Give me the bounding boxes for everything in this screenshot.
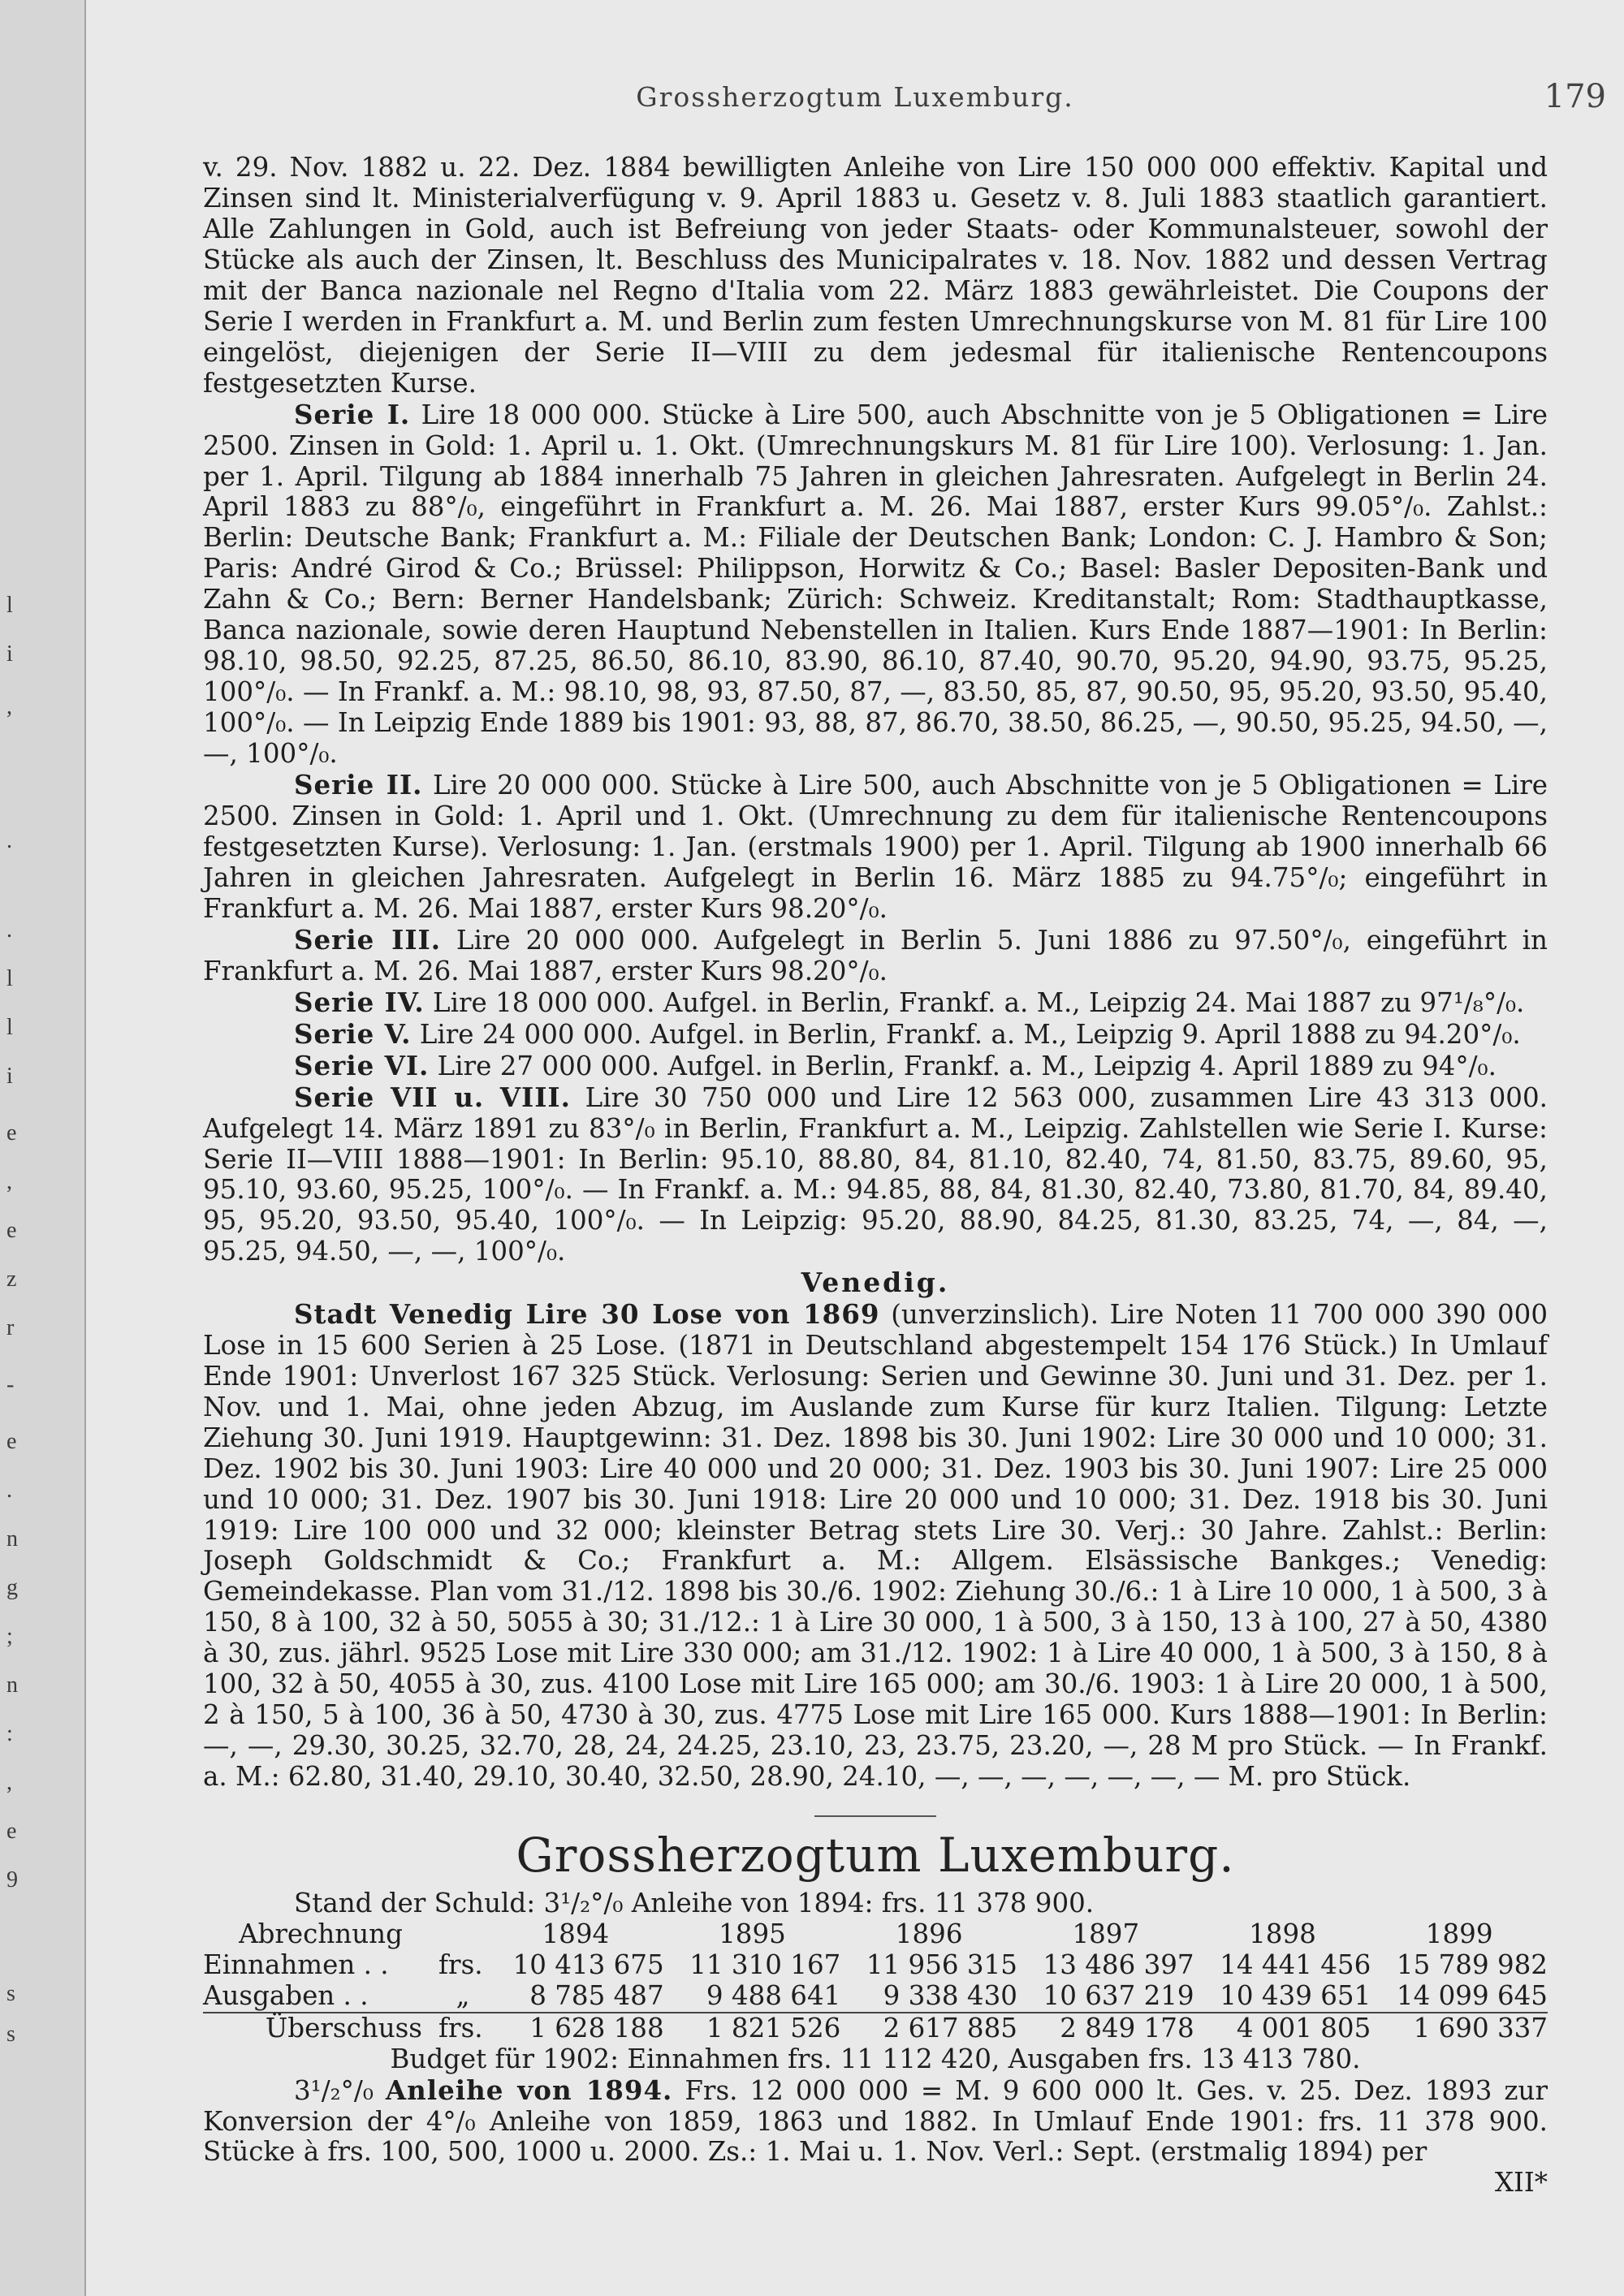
gutter-mark: n [6, 1672, 18, 1698]
gutter-mark: 9 [6, 1867, 18, 1892]
serie-1-label: Serie I. [294, 398, 411, 430]
table-header-year: 1897 [1072, 1918, 1140, 1949]
gutter-mark: , [6, 1169, 12, 1194]
paragraph-venedig [203, 1299, 1548, 1793]
running-title: Grossherzogtum Luxemburg. [636, 81, 1074, 113]
paragraph-serie-5 [203, 1019, 1548, 1051]
paragraph-serie-7 [203, 1082, 1548, 1268]
table-header-label: Abrechnung [239, 1918, 403, 1949]
table-cell: 1 690 337 [1371, 2013, 1548, 2044]
table-header-year: 1894 [542, 1918, 610, 1949]
row-label: Ausgaben . . [203, 1979, 369, 2011]
table-cell: 10 637 219 [1043, 1979, 1194, 2011]
gutter-mark: e [6, 1819, 17, 1844]
serie-6-text: Lire 27 000 000. Aufgel. in Berlin, Frankf. a. M., Leipzig 4. April 1889 zu 94°/₀. [429, 1050, 1497, 1081]
table-cell: 15 789 982 [1396, 1949, 1548, 1980]
paragraph-serie-2 [203, 770, 1548, 925]
gutter-mark: l [6, 1015, 13, 1040]
table-row [203, 1950, 1548, 1981]
serie-4-text: Lire 18 000 000. Aufgel. in Berlin, Frankf. a. M., Leipzig 24. Mai 1887 zu 97¹/₈°/₀. [424, 986, 1525, 1018]
gutter-mark: n [6, 1526, 18, 1552]
serie-5-label: Serie V. [294, 1017, 412, 1050]
table-cell: 4 001 805 [1194, 2013, 1371, 2044]
venedig-text: (unverzinslich). Lire Noten 11 700 000 390 000 Lose in 15 600 Serien à 25 Lose. (1871 in Deutschland abgestempelt 154 176 Stück.) In Umlauf Ende 1901: Unverlost 167 325 Stück. Verlosung: Serien und Gewinne 30. Juni und 31. Dez. per 1. Nov. und 1. Mai, ohne jeden Abzug, im Auslande zum Kurse für kurz Italien. Tilgung: Letzte Ziehung 30. Juni 1919. Hauptgewinn: 31. Dez. 1898 bis 30. Juni 1902: Lire 30 000 und 10 000; 31. Dez. 1902 bis 30. Juni 1903: Lire 40 000 und 20 000; 31. Dez. 1903 bis 30. Juni 1907: Lire 25 000 und 10 000; 31. Dez. 1907 bis 30. Juni 1918: Lire 20 000 und 10 000; 31. Dez. 1918 bis 30. Juni 1919: Lire 100 000 und 32 000; kleinster Betrag stets Lire 30. Verj.: 30 Jahre. Zahlst.: Berlin: Joseph Goldschmidt & Co.; Frankfurt a. M.: Allgem. Elsässische Bankges.; Venedig: Gemeindekasse. Plan vom 31./12. 1898 bis 30./6. 1902: Ziehung 30./6.: 1 à Lire 10 000, 1 à 500, 3 à 150, 8 à 100, 32 à 50, 5055 à 30; 31./12.: 1 à Lire 30 000, 1 à 500, 3 à 150, 13 à 100, 27 à 50, 4380 à 30, zus. jährl. 9525 Lose mit Lire 330 000; am 31./12. 1902: 1 à Lire 40 000, 1 à 500, 3 à 150, 8 à 100, 32 à 50, 4055 à 30, zus. 4100 Lose mit Lire 165 000; am 30./6. 1903: 1 à Lire 20 000, 1 à 500, 2 à 150, 5 à 100, 36 à 50, 4730 à 30, zus. 4775 Lose mit Lire 165 000. Kurs 1888—1901: In Berlin: —, —, 29.30, 30.25, 32.70, 28, 24, 24.25, 23.10, 23, 23.75, 23.20, —, 28 M pro Stück. — In Frankf. a. M.: 62.80, 31.40, 29.10, 30.40, 32.50, 28.90, 24.10, —, —, —, —, —, —, — M. pro Stück. [203, 1298, 1548, 1793]
row-label: Überschuss [203, 2013, 438, 2044]
serie-3-text: Lire 20 000 000. Aufgelegt in Berlin 5. Juni 1886 zu 97.50°/₀, eingeführt in Frankfurt a. M. 26. Mai 1887, erster Kurs 98.20°/₀. [203, 924, 1548, 986]
paragraph-anleihe-1894 [203, 2075, 1548, 2169]
table-cell: 14 099 645 [1396, 1979, 1548, 2011]
table-header-year: 1898 [1249, 1918, 1316, 1949]
table-cell: 9 338 430 [883, 1979, 1017, 2011]
table-cell: 1 628 188 [487, 2013, 664, 2044]
left-gutter [0, 0, 86, 2296]
table-cell: 10 413 675 [512, 1949, 664, 1980]
gutter-mark: i [6, 1064, 13, 1089]
gutter-mark: ; [6, 1624, 13, 1649]
table-cell: 2 617 885 [840, 2013, 1017, 2044]
page-body [203, 153, 1548, 2199]
table-header-row [203, 1919, 1548, 1950]
anleihe-rate: 3¹/₂°/₀ [294, 2074, 386, 2106]
gutter-mark: e [6, 1120, 17, 1146]
serie-2-label: Serie II. [294, 769, 423, 801]
gutter-mark: , [6, 1770, 12, 1795]
accounts-table [203, 1919, 1548, 2044]
row-unit: „ [456, 1979, 470, 2011]
signature-mark: XII* [1494, 2167, 1548, 2199]
table-cell: 13 486 397 [1043, 1949, 1194, 1980]
gutter-mark: l [6, 966, 13, 991]
gutter-mark: z [6, 1267, 17, 1292]
gutter-mark: r [6, 1315, 15, 1340]
budget-line: Budget für 1902: Einnahmen frs. 11 112 420, Ausgaben frs. 13 413 780. [390, 2043, 1361, 2074]
table-row [203, 1981, 1548, 2013]
gutter-mark: s [6, 2022, 15, 2047]
gutter-mark: : [6, 1721, 13, 1746]
table-cell: 2 849 178 [1017, 2013, 1194, 2044]
table-header-year: 1895 [719, 1918, 786, 1949]
table-cell: 8 785 487 [529, 1979, 664, 2011]
gutter-mark: , [6, 694, 12, 719]
gutter-mark: - [6, 1372, 15, 1397]
paragraph-serie-1 [203, 399, 1548, 770]
table-cell: 14 441 456 [1220, 1949, 1371, 1980]
serie-2-text: Lire 20 000 000. Stücke à Lire 500, auch Abschnitte von je 5 Obligationen = Lire 2500. Zinsen in Gold: 1. April und 1. Okt. (Umrechnung zu dem für italienische Rentencoupons festgesetzten Kurse). Verlosung: 1. Jan. (erstmals 1900) per 1. April. Tilgung ab 1900 innerhalb 66 Jahren in gleichen Jahresraten. Aufgelegt in Berlin 16. März 1885 zu 94.75°/₀; eingeführt in Frankfurt a. M. 26. Mai 1887, erster Kurs 98.20°/₀. [203, 770, 1548, 924]
serie-6-label: Serie VI. [294, 1049, 430, 1081]
table-cell: 11 956 315 [866, 1949, 1017, 1980]
page-header [86, 78, 1624, 130]
table-cell: 10 439 651 [1220, 1979, 1371, 2011]
book-page [86, 0, 1624, 2296]
serie-7-label: Serie VII u. VIII. [294, 1081, 571, 1113]
gutter-mark: . [6, 1478, 12, 1503]
chapter-title: Grossherzogtum Luxemburg. [516, 1828, 1235, 1884]
serie-1-text: Lire 18 000 000. Stücke à Lire 500, auch Abschnitte von je 5 Obligationen = Lire 2500. Zinsen in Gold: 1. April u. 1. Okt. (Umrechnungskurs M. 81 für Lire 100). Verlosung: 1. Jan. per 1. April. Tilgung ab 1884 innerhalb 75 Jahren in gleichen Jahresraten. Aufgelegt in Berlin 24. April 1883 zu 88°/₀, eingeführt in Frankfurt a. M. 26. Mai 1887, erster Kurs 99.05°/₀. Zahlst.: Berlin: Deutsche Bank; Frankfurt a. M.: Filiale der Deutschen Bank; London: C. J. Hambro & Son; Paris: André Girod & Co.; Brüssel: Philippson, Horwitz & Co.; Basel: Basler Depositen-Bank und Zahn & Co.; Bern: Berner Handelsbank; Zürich: Schweiz. Kreditanstalt; Rom: Stadthauptkasse, Banca nazionale, sowie deren Hauptund Nebenstellen in Italien. Kurs Ende 1887—1901: In Berlin: 98.10, 98.50, 92.25, 87.25, 86.50, 86.10, 83.90, 86.10, 87.40, 90.70, 95.20, 94.90, 93.75, 95.25, 100°/₀. — In Frankf. a. M.: 98.10, 98, 93, 87.50, 87, —, 83.50, 85, 87, 90.50, 95, 95.20, 93.50, 95.40, 100°/₀. — In Leipzig Ende 1889 bis 1901: 93, 88, 87, 86.70, 38.50, 86.25, —, 90.50, 95.25, 94.50, —, —, 100°/₀. [203, 399, 1548, 770]
serie-7-text: Lire 30 750 000 und Lire 12 563 000, zusammen Lire 43 313 000. Aufgelegt 14. März 1891 zu 83°/₀ in Berlin, Frankfurt a. M., Leipzig. Zahlstellen wie Serie I. Kurse: Serie II—VIII 1888—1901: In Berlin: 95.10, 88.80, 84, 81.10, 82.40, 74, 81.50, 83.75, 89.60, 95, 95.10, 93.60, 95.25, 100°/₀. — In Frankf. a. M.: 94.85, 88, 84, 81.30, 82.40, 73.80, 81.70, 84, 89.40, 95, 95.20, 93.50, 95.40, 100°/₀. — In Leipzig: 95.20, 88.90, 84.25, 81.30, 83.25, 74, —, 84, —, 95.25, 94.50, —, —, 100°/₀. [203, 1081, 1548, 1267]
gutter-mark: . [6, 828, 12, 853]
serie-4-label: Serie IV. [294, 986, 425, 1018]
anleihe-label: Anleihe von 1894. [385, 2074, 673, 2106]
table-cell: 1 821 526 [664, 2013, 841, 2044]
section-divider [814, 1815, 936, 1817]
paragraph-serie-3 [203, 925, 1548, 987]
row-unit: frs. [438, 1949, 483, 1980]
table-row-total [203, 2013, 1548, 2044]
table-cell: 9 488 641 [706, 1979, 841, 2011]
row-label: Einnahmen . . [203, 1949, 389, 1980]
venedig-label: Stadt Venedig Lire 30 Lose von 1869 [294, 1297, 880, 1330]
page-number: 179 [1544, 78, 1606, 115]
gutter-mark: e [6, 1429, 17, 1454]
gutter-mark: s [6, 1981, 15, 2006]
gutter-mark: l [6, 593, 13, 618]
table-header-unit [438, 1919, 487, 1950]
paragraph-intro: v. 29. Nov. 1882 u. 22. Dez. 1884 bewilligten Anleihe von Lire 150 000 000 effektiv. Kapital und Zinsen sind lt. Ministerialverfügung v. 9. April 1883 u. Gesetz v. 8. Juli 1883 staatlich garantiert. Alle Zahlungen in Gold, auch ist Befreiung von jeder Staats- oder Kommunalsteuer, sowohl der Stücke als auch der Zinsen, lt. Beschluss des Municipalrates v. 18. Nov. 1882 und dessen Vertrag mit der Banca nazionale nel Regno d'Italia vom 22. März 1883 gewährleistet. Die Coupons der Serie I werden in Frankfurt a. M. und Berlin zum festen Umrechnungskurse von M. 81 für Lire 100 eingelöst, diejenigen der Serie II—VIII zu dem jedesmal für italienische Rentencoupons festgesetzten Kurse. [203, 152, 1548, 399]
debt-status: Stand der Schuld: 3¹/₂°/₀ Anleihe von 1894: frs. 11 378 900. [294, 1887, 1095, 1918]
gutter-mark: e [6, 1218, 17, 1243]
gutter-mark: . [6, 917, 12, 943]
row-unit: frs. [438, 2013, 487, 2044]
table-header-year: 1899 [1425, 1918, 1493, 1949]
gutter-mark: g [6, 1575, 18, 1600]
serie-5-text: Lire 24 000 000. Aufgel. in Berlin, Frankf. a. M., Leipzig 9. April 1888 zu 94.20°/₀. [411, 1018, 1521, 1050]
paragraph-serie-6 [203, 1051, 1548, 1082]
serie-3-label: Serie III. [294, 923, 442, 956]
table-cell: 11 310 167 [689, 1949, 841, 1980]
section-heading-venedig: Venedig. [801, 1267, 950, 1299]
paragraph-serie-4 [203, 987, 1548, 1019]
anleihe-text: Frs. 12 000 000 = M. 9 600 000 lt. Ges. v. 25. Dez. 1893 zur Konversion der 4°/₀ Anleihe von 1859, 1863 und 1882. In Umlauf Ende 1901: frs. 11 378 900. Stücke à frs. 100, 500, 1000 u. 2000. Zs.: 1. Mai u. 1. Nov. Verl.: Sept. (erstmalig 1894) per [203, 2074, 1548, 2168]
gutter-mark: i [6, 641, 13, 667]
table-header-year: 1896 [895, 1918, 963, 1949]
